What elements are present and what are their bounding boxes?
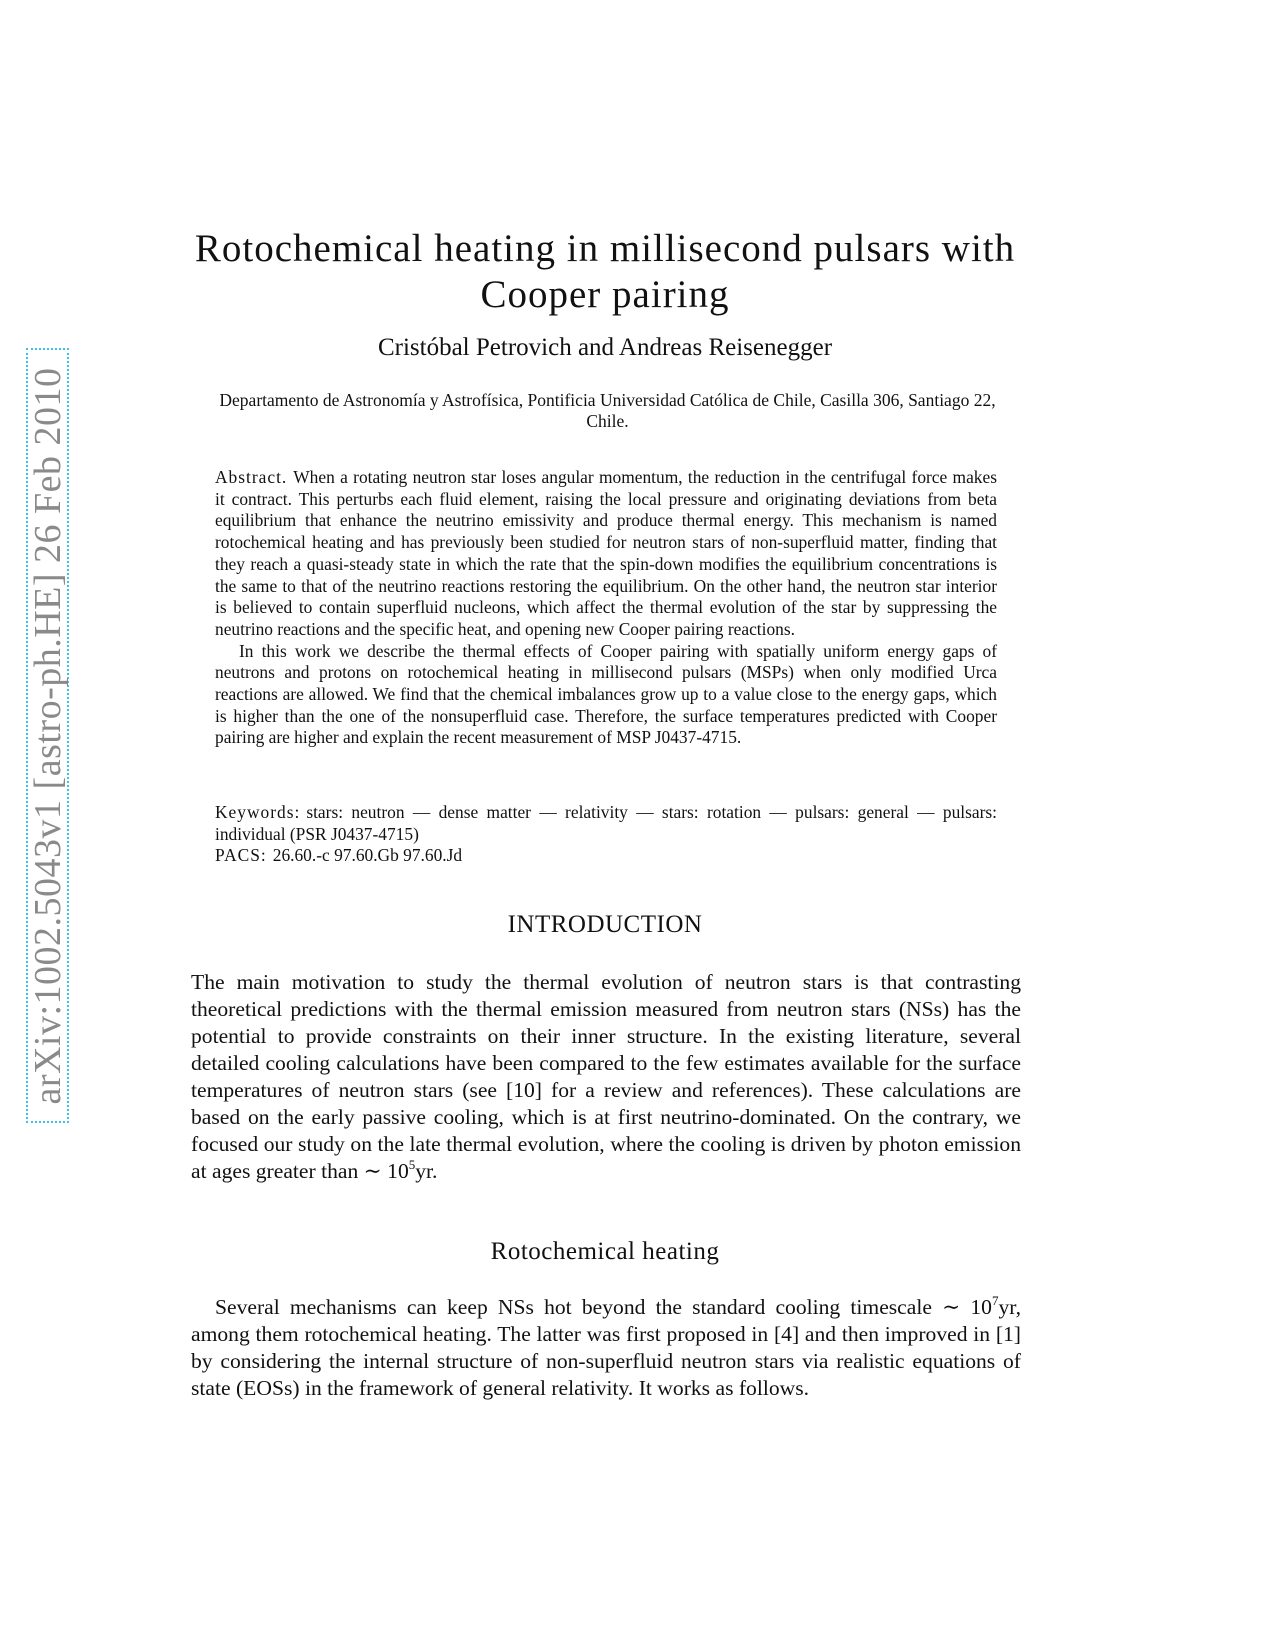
keywords-block xyxy=(215,802,997,867)
subsection-heading-rotochemical-heating: Rotochemical heating xyxy=(490,1238,720,1265)
section-heading-introduction: INTRODUCTION xyxy=(507,911,703,938)
introduction-text-end: yr. xyxy=(415,1159,438,1183)
abstract-paragraph-1 xyxy=(215,467,997,641)
abstract-text-1: When a rotating neutron star loses angular momentum, the reduction in the centrifugal force makes it contract. This perturbs each fluid element, raising the local pressure and originating deviations from beta equilibrium that enhance the neutrino emissivity and produce thermal energy. This mechanism is named rotochemical heating and has previously been studied for neutron stars of non-superfluid matter, finding that they reach a quasi-steady state in which the rate that the spin-down modifies the equilibrium concentrations is the same to that of the neutrino reactions restoring the equilibrium. On the other hand, the neutron star interior is believed to contain superfluid nucleons, which affect the thermal evolution of the star by suppressing the neutrino reactions and the specific heat, and opening new Cooper pairing reactions. xyxy=(215,467,997,639)
keywords-line xyxy=(215,802,997,845)
pacs-line xyxy=(215,845,997,867)
pacs-label: PACS: xyxy=(215,845,267,866)
rotochemical-text: Several mechanisms can keep NSs hot beyond the standard cooling timescale ∼ 10 xyxy=(215,1295,992,1319)
paper-authors: Cristóbal Petrovich and Andreas Reisenegger xyxy=(377,334,833,361)
abstract-paragraph-2: In this work we describe the thermal effects of Cooper pairing with spatially uniform energy gaps of neutrons and protons on rotochemical heating in millisecond pulsars (MSPs) when only modified Urca reactions are allowed. We find that the chemical imbalances grow up to a value close to the energy gaps, which is higher than the one of the nonsuperfluid case. Therefore, the surface temperatures predicted with Cooper pairing are higher and explain the recent measurement of MSP J0437-4715. xyxy=(215,640,997,748)
introduction-exponent: 5 xyxy=(408,1157,416,1172)
pacs-codes: 26.60.-c 97.60.Gb 97.60.Jd xyxy=(272,845,463,866)
keywords-text: stars: neutron — dense matter — relativity — stars: rotation — pulsars: general — pulsars: individual (PSR J0437-4715) xyxy=(215,802,997,844)
abstract xyxy=(215,467,997,749)
abstract-label: Abstract. xyxy=(215,467,288,487)
rotochemical-text-end: yr, among them rotochemical heating. The latter was first proposed in [4] and then improved in [1] by considering the internal structure of non-superfluid neutron stars via realistic equations of state (EOSs) in the framework of general relativity. It works as follows. xyxy=(191,1295,1021,1400)
arxiv-identifier-stamp xyxy=(26,348,69,1123)
rotochemical-exponent: 7 xyxy=(991,1293,999,1308)
keywords-label: Keywords: xyxy=(215,802,301,822)
rotochemical-paragraph xyxy=(191,1294,1021,1402)
introduction-paragraph xyxy=(191,969,1021,1185)
arxiv-identifier-text: arXiv:1002.5043v1 [astro-ph.HE] 26 Feb 2010 xyxy=(26,366,69,1105)
paper-title: Rotochemical heating in millisecond pulsars with Cooper pairing xyxy=(194,227,1016,316)
author-affiliation: Departamento de Astronomía y Astrofísica, Pontificia Universidad Católica de Chile, Casilla 306, Santiago 22, Chile. xyxy=(219,390,996,431)
introduction-text: The main motivation to study the thermal evolution of neutron stars is that contrasting theoretical predictions with the thermal emission measured from neutron stars (NSs) has the potential to provide constraints on their inner structure. In the existing literature, several detailed cooling calculations have been compared to the few estimates available for the surface temperatures of neutron stars (see [10] for a review and references). These calculations are based on the early passive cooling, which is at first neutrino-dominated. On the contrary, we focused our study on the late thermal evolution, where the cooling is driven by photon emission at ages greater than ∼ 10 xyxy=(191,970,1021,1183)
